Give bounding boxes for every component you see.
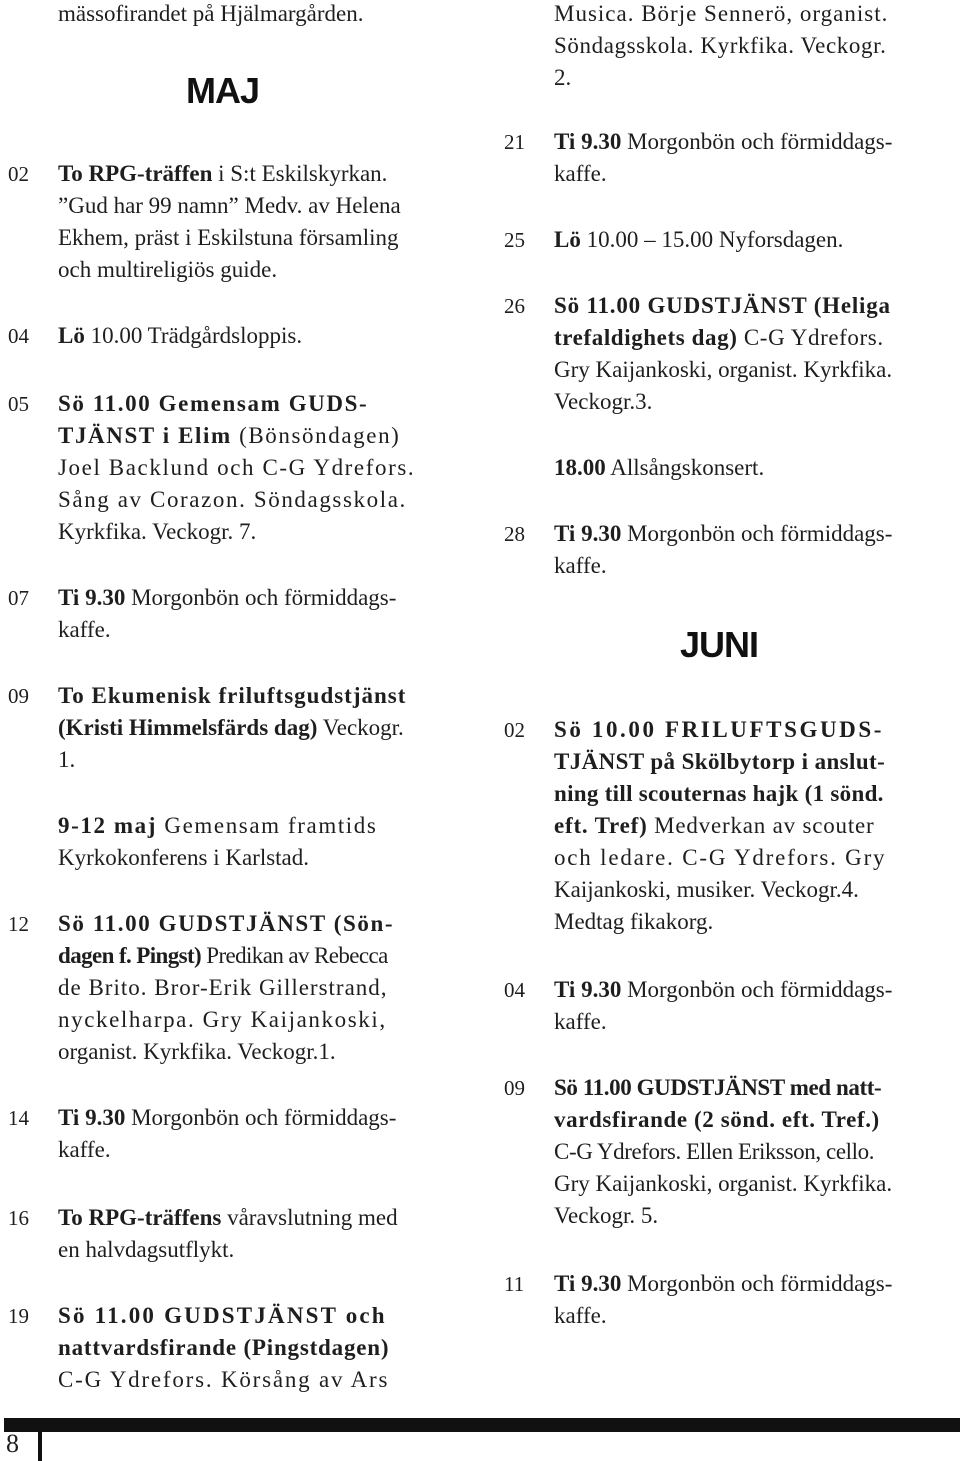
event-line: en halvdagsutflykt.	[58, 1237, 235, 1262]
event-line: Veckogr. 5.	[554, 1203, 659, 1228]
event-title: Sö 11.00 GUDSTJÄNST (Sön-	[58, 911, 395, 936]
event-title: Sö 11.00 GUDSTJÄNST med natt-	[554, 1075, 882, 1100]
event-day: 21	[504, 130, 525, 154]
event-day: 02	[504, 718, 525, 742]
event-day: 19	[8, 1304, 29, 1328]
event-line: nattvardsfirande (Pingstdagen)	[58, 1335, 390, 1360]
event-title: To RPG-träffen	[58, 161, 213, 186]
event-line: 18.00 Allsångskonsert.	[554, 455, 765, 480]
event-line: kaffe.	[58, 1137, 111, 1162]
event-line: dagen f. Pingst) Predikan av Rebecca	[58, 943, 388, 968]
event-line: de Brito. Bror-Erik Gillerstrand,	[58, 975, 388, 1000]
footer-divider	[38, 1418, 42, 1461]
event-line: kaffe.	[554, 1009, 607, 1034]
page-number: 8	[6, 1429, 19, 1458]
event-line: Kyrkfika. Veckogr. 7.	[58, 519, 257, 544]
event-line: Lö 10.00 Trädgårdsloppis.	[58, 323, 303, 348]
event-line: Ekhem, präst i Eskilstuna församling	[58, 225, 399, 250]
event-day: 09	[8, 684, 29, 708]
event-day: 09	[504, 1076, 525, 1100]
event-line: Ti 9.30 Morgonbön och förmiddags-	[554, 521, 893, 546]
event-day: 28	[504, 522, 525, 546]
event-line: Söndagsskola. Kyrkfika. Veckogr.	[554, 33, 887, 58]
footer-rule	[4, 1418, 960, 1432]
event-line: ”Gud har 99 namn” Medv. av Helena	[58, 193, 401, 218]
event-day: 07	[8, 586, 29, 610]
event-line: Ti 9.30 Morgonbön och förmiddags-	[554, 1271, 893, 1296]
event-line: Musica. Börje Sennerö, organist.	[554, 1, 889, 26]
event-line: Lö 10.00 – 15.00 Nyforsdagen.	[554, 227, 844, 252]
event-line: 1.	[58, 747, 76, 772]
event-day: 04	[8, 324, 29, 348]
event-line: kaffe.	[554, 553, 607, 578]
event-line: (Kristi Himmelsfärds dag) Veckogr.	[58, 715, 404, 740]
event-line: To RPG-träffen i S:t Eskilskyrkan.	[58, 161, 388, 186]
event-line: To RPG-träffens våravslutning med	[58, 1205, 398, 1230]
event-line: organist. Kyrkfika. Veckogr.1.	[58, 1039, 336, 1064]
event-line: Ti 9.30 Morgonbön och förmiddags-	[58, 1105, 397, 1130]
event-line: Joel Backlund och C-G Ydrefors.	[58, 455, 416, 480]
event-line: TJÄNST på Skölbytorp i anslut-	[554, 749, 886, 774]
event-line: Ti 9.30 Morgonbön och förmiddags-	[58, 585, 397, 610]
event-line: C-G Ydrefors. Körsång av Ars	[58, 1367, 390, 1392]
event-title: To Ekumenisk friluftsgudstjänst	[58, 683, 407, 708]
event-line: Ti 9.30 Morgonbön och förmiddags-	[554, 977, 893, 1002]
event-line: Sång av Corazon. Söndagsskola.	[58, 487, 407, 512]
event-title: Sö 11.00 GUDSTJÄNST (Heliga	[554, 293, 891, 318]
event-line: Veckogr.3.	[554, 389, 653, 414]
event-line: Gry Kaijankoski, organist. Kyrkfika.	[554, 357, 893, 382]
event-day: 05	[8, 392, 29, 416]
event-line: kaffe.	[554, 1303, 607, 1328]
event-line: ning till scouternas hajk (1 sönd.	[554, 781, 884, 806]
event-line: och multireligiös guide.	[58, 257, 278, 282]
event-day: 16	[8, 1206, 29, 1230]
event-day: 14	[8, 1106, 29, 1130]
event-line: 9-12 maj Gemensam framtids	[58, 813, 378, 838]
event-title: Sö 11.00 GUDSTJÄNST och	[58, 1303, 387, 1328]
month-heading-juni: JUNI	[680, 624, 759, 665]
event-line: Kaijankoski, musiker. Veckogr.4.	[554, 877, 859, 902]
event-line: och ledare. C-G Ydrefors. Gry	[554, 845, 887, 870]
event-line: kaffe.	[58, 617, 111, 642]
event-day: 12	[8, 912, 29, 936]
event-title: Sö 10.00 FRILUFTSGUDS-	[554, 717, 885, 742]
event-line: kaffe.	[554, 161, 607, 186]
event-day: 25	[504, 228, 525, 252]
event-day: 02	[8, 162, 29, 186]
event-day: 26	[504, 294, 525, 318]
event-line: C-G Ydrefors. Ellen Eriksson, cello.	[554, 1139, 875, 1164]
event-title: Sö 11.00 Gemensam GUDS-	[58, 391, 369, 416]
event-line: 2.	[554, 65, 572, 90]
continued-text: mässofirandet på Hjälmargården.	[58, 1, 364, 26]
event-line: nyckelharpa. Gry Kaijankoski,	[58, 1007, 387, 1032]
event-line: trefaldighets dag) C-G Ydrefors.	[554, 325, 884, 350]
event-line: TJÄNST i Elim (Bönsöndagen)	[58, 423, 401, 448]
event-line: Medtag fikakorg.	[554, 909, 714, 934]
event-line: eft. Tref) Medverkan av scouter	[554, 813, 875, 838]
event-line: Kyrkokonferens i Karlstad.	[58, 845, 310, 870]
event-day: 11	[504, 1272, 525, 1296]
event-line: vardsfirande (2 sönd. eft. Tref.)	[554, 1107, 880, 1132]
event-day: 04	[504, 978, 525, 1002]
event-line: Ti 9.30 Morgonbön och förmiddags-	[554, 129, 893, 154]
event-line: Gry Kaijankoski, organist. Kyrkfika.	[554, 1171, 893, 1196]
month-heading-maj: MAJ	[186, 70, 260, 111]
